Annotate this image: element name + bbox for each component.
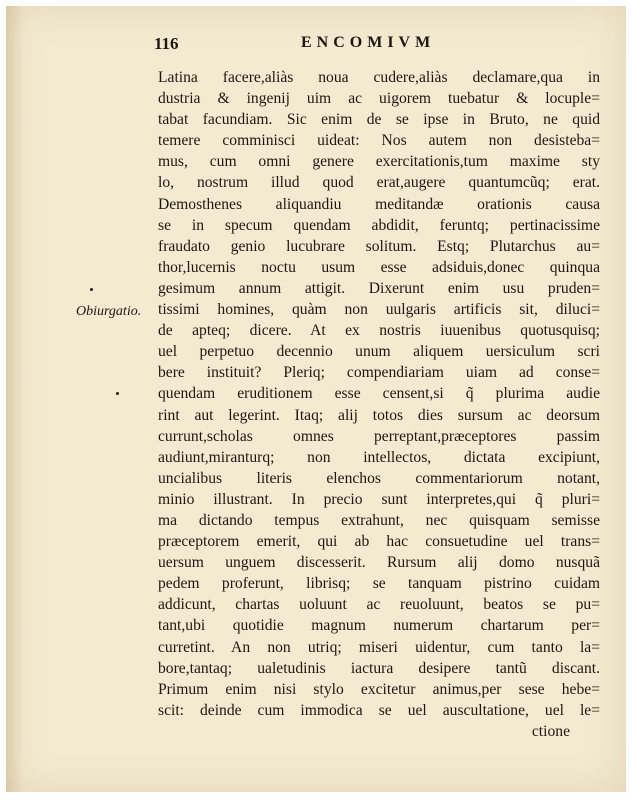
text-line: bere instituit? Pleriq; compendiariam uiam ad conse= bbox=[158, 364, 600, 382]
text-line: currunt,scholas omnes perreptant,præceptores passim bbox=[158, 427, 600, 445]
text-line: tant,ubi quotidie magnum numerum chartarum per= bbox=[158, 617, 600, 635]
text-line: bore,tantaq; ualetudinis iactura desipere tantũ discant. bbox=[158, 659, 600, 677]
text-line: mus, cum omni genere exercitationis,tum maxime sty bbox=[158, 153, 600, 171]
marginal-dot bbox=[90, 288, 93, 291]
text-line: minio illustrant. In precio sunt interpretes,qui q̃ pluri= bbox=[158, 490, 600, 508]
text-line: uersum unguem discesserit. Rursum alij domo nusquã bbox=[158, 554, 600, 572]
text-line: Primum enim nisi stylo excitetur animus,per sese hebe= bbox=[158, 680, 600, 698]
text-line: Latina facere,aliàs noua cudere,aliàs declamare,qua in bbox=[158, 69, 600, 86]
margin-note: Obiurgatio. bbox=[76, 304, 142, 319]
text-line: scit: deinde cum immodica se uel auscultatione, uel le= bbox=[158, 701, 600, 719]
text-line: curretint. An non utriq; miseri uidentur, cum tanto la= bbox=[158, 638, 600, 656]
text-line: uncialibus literis elenchos commentariorum notant, bbox=[158, 469, 600, 487]
text-line: tissimi homines, quàm non uulgaris artificis sit, diluci= bbox=[158, 301, 600, 319]
text-line: ma dictando tempus extrahunt, nec quisquam semisse bbox=[158, 511, 600, 529]
text-line: temere comminisci uideat: Nos autem non desisteba= bbox=[158, 132, 600, 150]
text-line: fraudato genio lucubrare solitum. Estq; Plutarchus au= bbox=[158, 237, 600, 255]
text-line: thor,lucernis noctu usum esse adsiduis,donec quinqua bbox=[158, 258, 600, 276]
text-line: gesimum annum attigit. Dixerunt enim usu pruden= bbox=[158, 279, 600, 297]
text-line: lo, nostrum illud quod erat,augere quantumcũq; erat. bbox=[158, 174, 600, 192]
text-line: pedem proferunt, librisq; se tanquam pistrino cuidam bbox=[158, 575, 600, 593]
marginal-dot bbox=[116, 392, 119, 395]
text-line: tabat facundiam. Sic enim de se ipse in Bruto, ne quid bbox=[158, 111, 600, 129]
catchword: ctione bbox=[531, 722, 570, 740]
text-line: rint aut legerint. Itaq; alij totos dies sursum ac deorsum bbox=[158, 406, 600, 424]
body-text bbox=[158, 67, 600, 742]
text-line: addicunt, chartas uoluunt ac reuoluunt, beatos se pu= bbox=[158, 596, 600, 614]
running-head bbox=[154, 34, 606, 56]
text-line: quendam eruditionem esse censent,si q̃ plurima audie bbox=[158, 385, 600, 403]
text-line: præceptorem emerit, qui ab hac consuetudine uel trans= bbox=[158, 533, 600, 551]
text-line: dustria & ingenij uim ac uigorem tuebatur & locuple= bbox=[158, 90, 600, 108]
text-line: Demosthenes aliquandiu meditandæ orationis causa bbox=[158, 195, 600, 213]
page-edge-shadow bbox=[6, 6, 24, 792]
book-page bbox=[6, 6, 626, 792]
page-number: 116 bbox=[154, 34, 179, 53]
running-title: ENCOMIVM bbox=[301, 34, 436, 51]
text-line: se in specum quendam abdidit, feruntq; pertinacissime bbox=[158, 216, 600, 234]
text-line: uel perpetuo decennio unum aliquem uersiculum scri bbox=[158, 343, 600, 361]
text-line: audiunt,miranturq; non intellectos, dictata excipiunt, bbox=[158, 448, 600, 466]
text-line: de apteq; dicere. At ex nostris iuuenibus quotusquisq; bbox=[158, 322, 600, 340]
